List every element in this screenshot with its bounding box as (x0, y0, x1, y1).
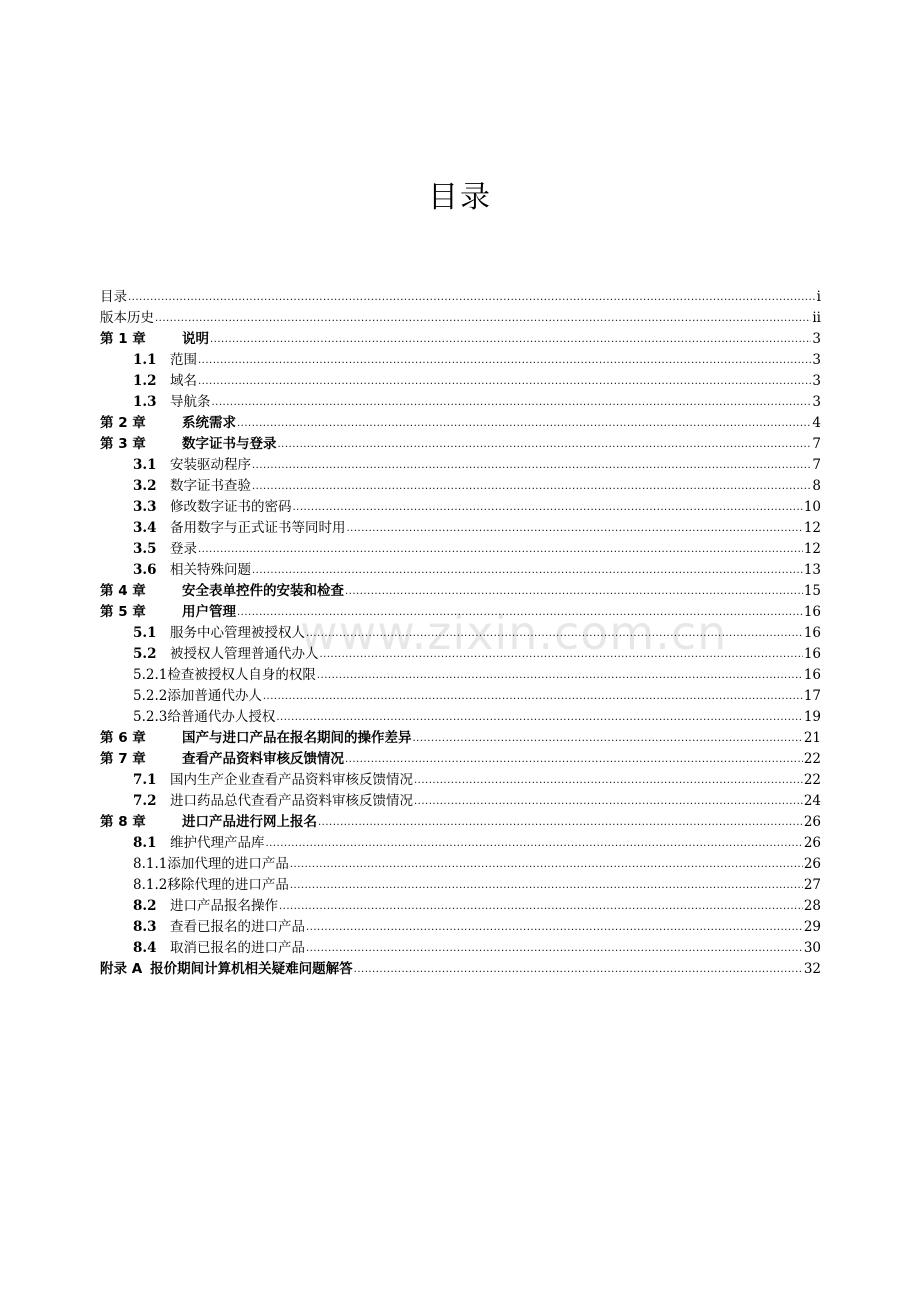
toc-dot-leader (212, 395, 812, 411)
toc-entry-label: 备用数字与正式证书等同时用 (170, 520, 346, 536)
toc-entry[interactable] (100, 537, 821, 558)
toc-entry[interactable] (100, 789, 821, 810)
toc-entry-label: 导航条 (170, 394, 211, 410)
toc-dot-leader (155, 311, 811, 327)
toc-entry-label: 添加普通代办人 (167, 688, 262, 704)
toc-entry[interactable] (100, 642, 821, 663)
toc-entry[interactable] (100, 453, 821, 474)
toc-entry-number: 8.1.1 (133, 856, 168, 872)
toc-entry-number: 3.5 (133, 541, 157, 557)
toc-entry-label: 目录 (100, 289, 127, 305)
toc-entry-label: 添加代理的进口产品 (167, 856, 289, 872)
toc-entry[interactable] (100, 306, 821, 327)
toc-entry-number: 3.6 (133, 562, 157, 578)
toc-entry-page: 22 (803, 751, 821, 767)
toc-entry[interactable] (100, 411, 821, 432)
toc-entry-number: 第 4 章 (100, 583, 146, 599)
toc-entry-number: 第 8 章 (100, 814, 146, 830)
toc-entry-label: 国内生产企业查看产品资料审核反馈情况 (170, 772, 413, 788)
toc-entry-page: 29 (803, 919, 821, 935)
toc-entry-label: 取消已报名的进口产品 (170, 940, 305, 956)
toc-dot-leader (354, 962, 803, 978)
toc-entry-page: 3 (812, 352, 821, 368)
toc-entry-page: i (816, 289, 821, 305)
toc-entry[interactable] (100, 474, 821, 495)
toc-entry-page: 3 (812, 373, 821, 389)
toc-dot-leader (306, 920, 803, 936)
toc-entry-page: 13 (803, 562, 821, 578)
toc-dot-leader (128, 290, 816, 306)
toc-entry[interactable] (100, 852, 821, 873)
toc-entry[interactable] (100, 747, 821, 768)
toc-entry-label: 报价期间计算机相关疑难问题解答 (150, 961, 353, 977)
toc-entry-page: 7 (812, 457, 821, 473)
toc-dot-leader (320, 647, 803, 663)
toc-entry-page: 26 (803, 814, 821, 830)
toc-entry-label: 数字证书与登录 (182, 436, 277, 452)
toc-entry-number: 1.1 (133, 352, 157, 368)
toc-entry-number: 8.3 (133, 919, 157, 935)
toc-entry-number: 8.1 (133, 835, 157, 851)
toc-entry-page: 15 (803, 583, 821, 599)
toc-dot-leader (276, 710, 802, 726)
toc-entry-number: 5.2 (133, 646, 157, 662)
toc-dot-leader (278, 437, 812, 453)
toc-entry-page: 22 (803, 772, 821, 788)
toc-entry-number: 第 6 章 (100, 730, 146, 746)
toc-entry-page: 10 (803, 499, 821, 515)
toc-entry-page: 24 (803, 793, 821, 809)
toc-entry-number: 7.2 (133, 793, 157, 809)
toc-dot-leader (345, 584, 803, 600)
toc-entry-label: 范围 (170, 352, 197, 368)
toc-entry-label: 查看产品资料审核反馈情况 (182, 751, 344, 767)
toc-dot-leader (237, 416, 811, 432)
toc-entry[interactable] (100, 705, 821, 726)
toc-dot-leader (414, 794, 803, 810)
toc-entry-label: 修改数字证书的密码 (170, 499, 292, 515)
toc-entry-label: 登录 (170, 541, 197, 557)
toc-entry-number: 3.1 (133, 457, 157, 473)
toc-entry[interactable] (100, 957, 821, 978)
toc-dot-leader (414, 773, 803, 789)
toc-entry-number: 3.2 (133, 478, 157, 494)
toc-entry-number: 5.2.2 (133, 688, 168, 704)
toc-entry-label: 进口产品报名操作 (170, 898, 278, 914)
toc-dot-leader (345, 752, 803, 768)
toc-entry-number: 5.2.1 (133, 667, 168, 683)
toc-entry-label: 国产与进口产品在报名期间的操作差异 (182, 730, 412, 746)
toc-dot-leader (306, 626, 803, 642)
toc-entry[interactable] (100, 390, 821, 411)
toc-dot-leader (279, 899, 803, 915)
toc-entry-number: 7.1 (133, 772, 157, 788)
toc-entry-number: 第 1 章 (100, 331, 146, 347)
toc-entry[interactable] (100, 369, 821, 390)
toc-dot-leader (210, 332, 811, 348)
toc-entry-label: 进口产品进行网上报名 (182, 814, 317, 830)
toc-entry[interactable] (100, 768, 821, 789)
toc-entry-number: 8.4 (133, 940, 157, 956)
toc-entry[interactable] (100, 684, 821, 705)
toc-entry-label: 服务中心管理被授权人 (170, 625, 305, 641)
toc-dot-leader (413, 731, 803, 747)
toc-dot-leader (252, 479, 811, 495)
toc-dot-leader (306, 941, 803, 957)
toc-entry-page: 16 (803, 646, 821, 662)
page-title: 目录 (428, 180, 492, 216)
toc-entry-page: 7 (812, 436, 821, 452)
toc-entry-page: 8 (812, 478, 821, 494)
toc-entry[interactable] (100, 285, 821, 306)
toc-entry[interactable] (100, 810, 821, 831)
toc-entry-page: 3 (812, 331, 821, 347)
toc-entry-page: 16 (803, 604, 821, 620)
toc-dot-leader (347, 521, 803, 537)
toc-entry-label: 版本历史 (100, 310, 154, 326)
toc-entry-number: 第 2 章 (100, 415, 146, 431)
toc-entry-page: 17 (803, 688, 821, 704)
toc-entry-number: 8.1.2 (133, 877, 168, 893)
toc-entry-number: 5.1 (133, 625, 157, 641)
toc-dot-leader (198, 542, 803, 558)
toc-entry[interactable] (100, 621, 821, 642)
toc-dot-leader (317, 668, 803, 684)
toc-entry-label: 相关特殊问题 (170, 562, 251, 578)
toc-dot-leader (318, 815, 803, 831)
toc-entry-number: 1.3 (133, 394, 157, 410)
toc-dot-leader (252, 458, 811, 474)
toc-entry-page: 21 (803, 730, 821, 746)
toc-entry-page: 26 (803, 856, 821, 872)
toc-entry-number: 第 3 章 (100, 436, 146, 452)
toc-entry[interactable] (100, 516, 821, 537)
toc-entry-label: 用户管理 (182, 604, 236, 620)
toc-entry-page: 19 (803, 709, 821, 725)
toc-entry-page: 3 (812, 394, 821, 410)
toc-entry-number: 3.4 (133, 520, 157, 536)
toc-entry-page: 12 (803, 520, 821, 536)
toc-entry-label: 进口药品总代查看产品资料审核反馈情况 (170, 793, 413, 809)
toc-entry-label: 系统需求 (182, 415, 236, 431)
toc-entry-number: 第 7 章 (100, 751, 146, 767)
toc-dot-leader (252, 563, 803, 579)
toc-entry[interactable] (100, 432, 821, 453)
toc-entry-label: 被授权人管理普通代办人 (170, 646, 319, 662)
toc-entry-label: 安全表单控件的安装和检查 (182, 583, 344, 599)
toc-dot-leader (290, 878, 803, 894)
toc-entry[interactable] (100, 873, 821, 894)
toc-entry[interactable] (100, 894, 821, 915)
toc-entry[interactable] (100, 495, 821, 516)
toc-entry-label: 数字证书查验 (170, 478, 251, 494)
toc-dot-leader (263, 689, 803, 705)
toc-entry-page: 27 (803, 877, 821, 893)
toc-entry-page: 32 (803, 961, 821, 977)
toc-dot-leader (290, 857, 803, 873)
toc-dot-leader (293, 500, 803, 516)
toc-entry-number: 3.3 (133, 499, 157, 515)
toc-entry-number: 8.2 (133, 898, 157, 914)
toc-entry-page: 16 (803, 625, 821, 641)
toc-entry[interactable] (100, 558, 821, 579)
toc-entry[interactable] (100, 579, 821, 600)
toc-entry-label: 说明 (182, 331, 209, 347)
table-of-contents (100, 285, 821, 978)
toc-entry-page: 30 (803, 940, 821, 956)
toc-entry-page: 12 (803, 541, 821, 557)
toc-entry-page: 4 (812, 415, 821, 431)
toc-entry-page: 16 (803, 667, 821, 683)
toc-entry-label: 域名 (170, 373, 197, 389)
toc-dot-leader (266, 836, 803, 852)
toc-entry-label: 检查被授权人自身的权限 (167, 667, 316, 683)
toc-entry-label: 给普通代办人授权 (167, 709, 276, 725)
toc-dot-leader (237, 605, 803, 621)
toc-entry-number: 第 5 章 (100, 604, 146, 620)
toc-entry-label: 查看已报名的进口产品 (170, 919, 305, 935)
toc-dot-leader (198, 374, 811, 390)
toc-entry[interactable] (100, 348, 821, 369)
toc-entry-label: 维护代理产品库 (170, 835, 265, 851)
toc-entry[interactable] (100, 936, 821, 957)
toc-entry-number: 附录 A (100, 961, 143, 977)
toc-entry-label: 移除代理的进口产品 (167, 877, 289, 893)
toc-entry[interactable] (100, 663, 821, 684)
toc-entry-page: 28 (803, 898, 821, 914)
toc-entry-number: 5.2.3 (133, 709, 168, 725)
toc-entry[interactable] (100, 726, 821, 747)
toc-entry[interactable] (100, 831, 821, 852)
toc-entry-page: 26 (803, 835, 821, 851)
toc-entry-page: ii (812, 310, 821, 326)
toc-dot-leader (198, 353, 811, 369)
watermark: www.zixin.com.cn (300, 606, 728, 660)
toc-entry[interactable] (100, 915, 821, 936)
toc-entry-number: 1.2 (133, 373, 157, 389)
toc-entry[interactable] (100, 327, 821, 348)
toc-entry-label: 安装驱动程序 (170, 457, 251, 473)
toc-entry[interactable] (100, 600, 821, 621)
